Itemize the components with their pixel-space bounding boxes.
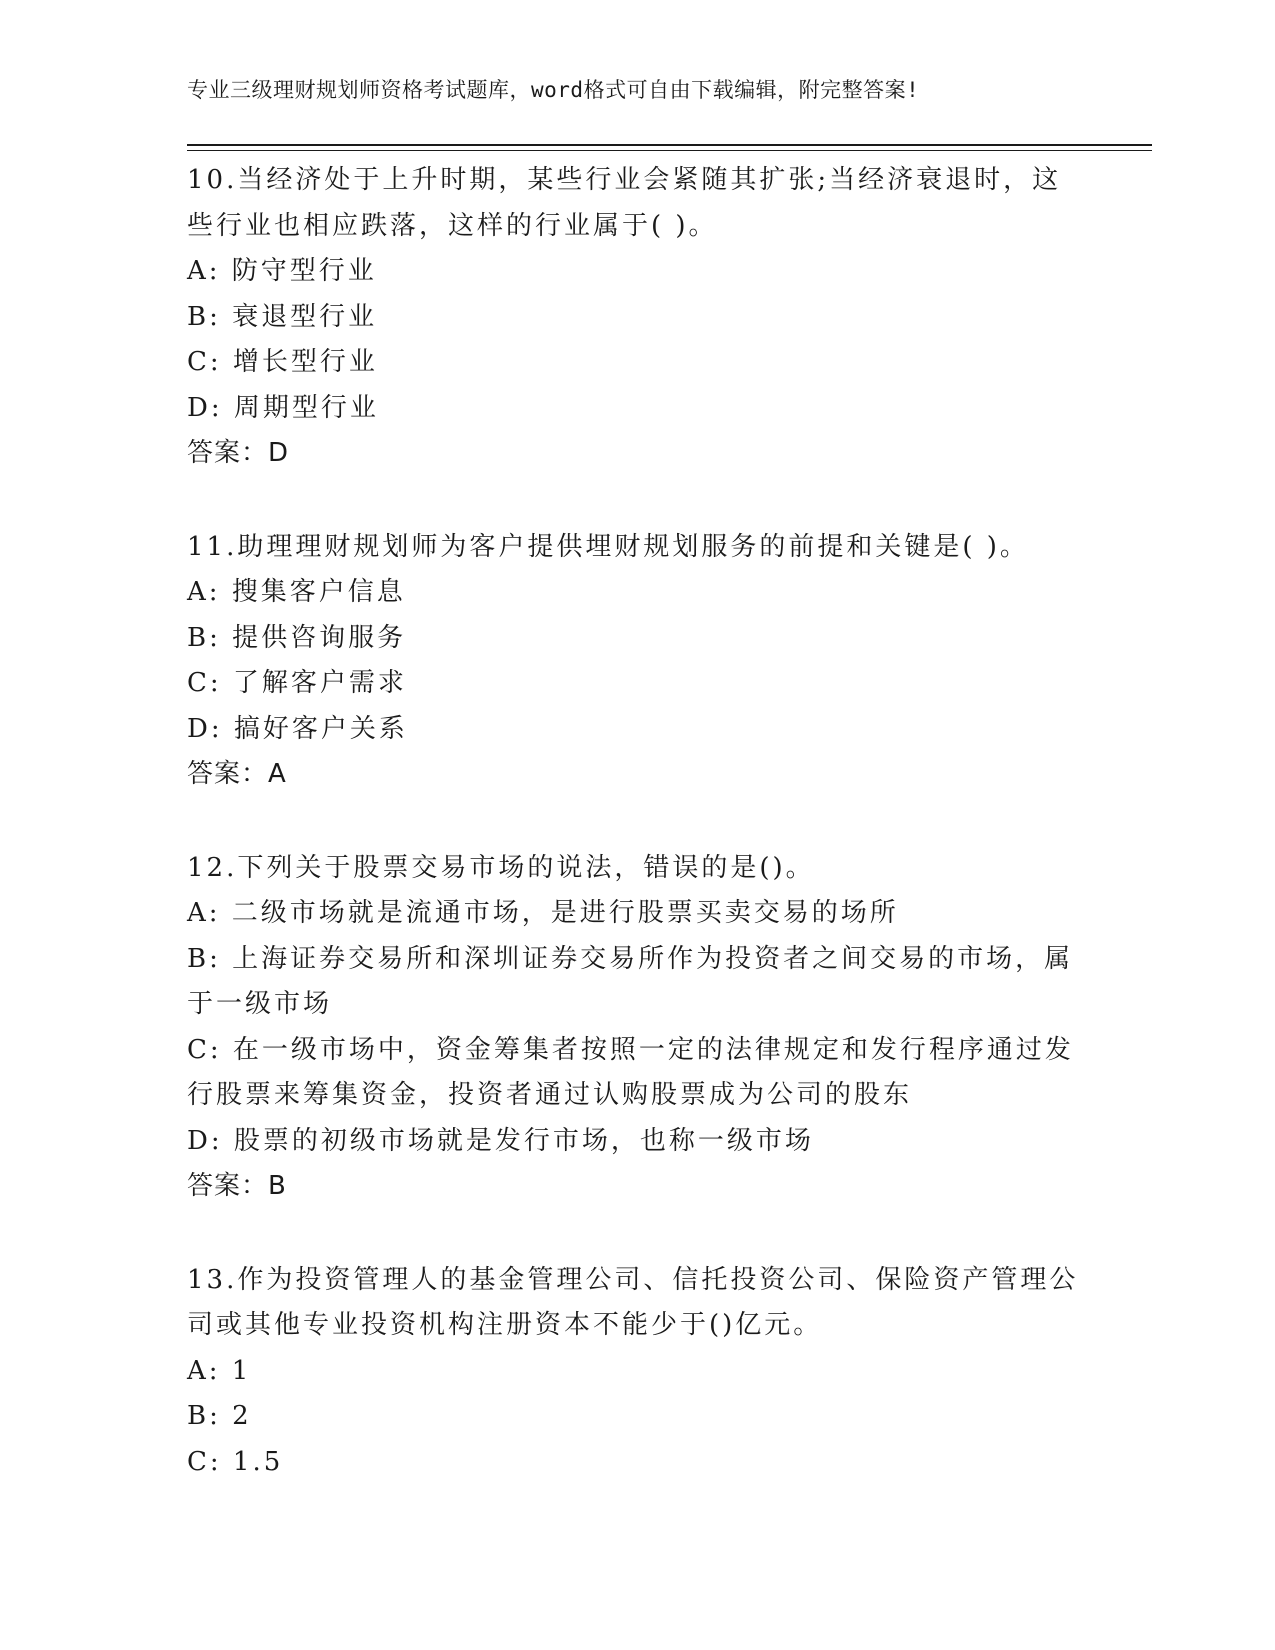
question-12 — [187, 846, 1087, 1210]
option-d: D: 搞好客户关系 — [187, 713, 408, 744]
option-b-continued: 于一级市场 — [187, 989, 333, 1019]
option-c: C: 在一级市场中，资金筹集者按照一定的法律规定和发行程序通过发 — [187, 1034, 1074, 1065]
question-stem-line: 10.当经济处于上升时期，某些行业会紧随其扩张;当经济衰退时，这 — [187, 165, 1062, 195]
question-stem-line: 些行业也相应跌落，这样的行业属于( )。 — [187, 210, 718, 241]
option-b: B: 提供咨询服务 — [187, 622, 407, 653]
option-b: B: 上海证券交易所和深圳证券交易所作为投资者之间交易的市场，属 — [187, 943, 1074, 974]
question-11 — [187, 525, 1087, 798]
question-stem-line: 13.作为投资管理人的基金管理公司、信托投资公司、保险资产管理公 — [187, 1264, 1079, 1295]
option-a: A: 二级市场就是流通市场，是进行股票买卖交易的场所 — [187, 898, 899, 928]
option-c-continued: 行股票来筹集资金，投资者通过认购股票成为公司的股东 — [187, 1080, 913, 1110]
option-a: A: 防守型行业 — [187, 256, 377, 286]
option-d: D: 周期型行业 — [187, 392, 379, 423]
question-13 — [187, 1258, 1087, 1486]
page-header: 专业三级理财规划师资格考试题库，word格式可自由下载编辑，附完整答案! — [187, 78, 920, 102]
question-stem-line: 司或其他专业投资机构注册资本不能少于()亿元。 — [187, 1310, 823, 1340]
option-a: A: 1 — [187, 1355, 252, 1386]
question-stem-line: 11.助理理财规划师为客户提供埋财规划服务的前提和关键是( )。 — [187, 531, 1029, 562]
option-c: C: 了解客户需求 — [187, 668, 407, 698]
option-b: B: 衰退型行业 — [187, 301, 378, 332]
option-b: B: 2 — [187, 1401, 252, 1431]
option-c: C: 1.5 — [187, 1446, 284, 1477]
question-stem-line: 12.下列关于股票交易市场的说法，错误的是()。 — [187, 852, 815, 883]
question-list — [187, 158, 1087, 1533]
answer-label: 答案：D — [187, 438, 290, 468]
question-10 — [187, 158, 1087, 477]
answer-label: 答案：B — [187, 1171, 287, 1201]
option-d: D: 股票的初级市场就是发行市场，也称一级市场 — [187, 1125, 814, 1156]
answer-label: 答案：A — [187, 759, 287, 789]
option-c: C: 增长型行业 — [187, 347, 378, 377]
header-divider — [187, 144, 1152, 151]
option-a: A: 搜集客户信息 — [187, 577, 406, 607]
